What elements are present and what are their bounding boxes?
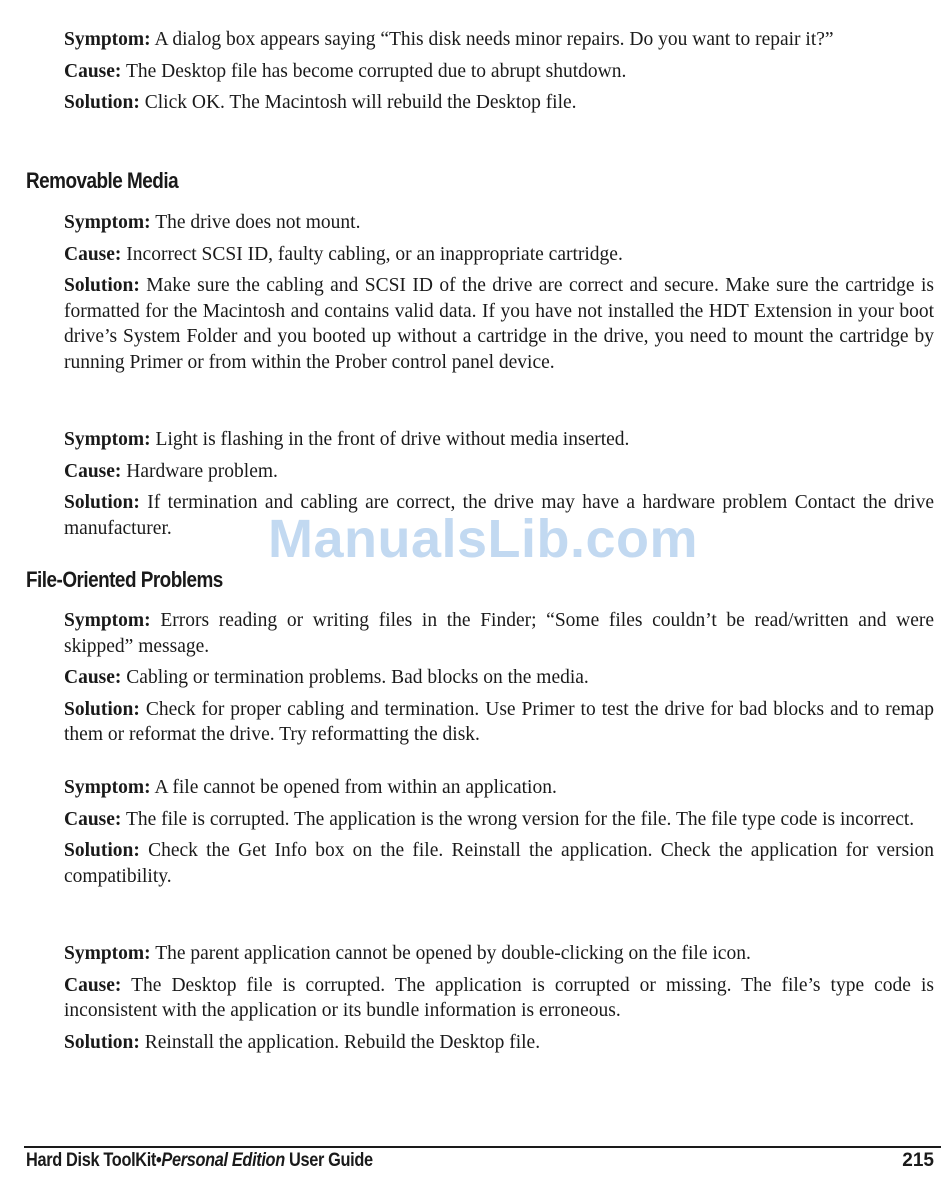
- solution-line: [64, 697, 934, 748]
- solution-text: Check the Get Info box on the file. Reinstall the application. Check the application for version compatibility.: [64, 840, 935, 887]
- symptom-line: [64, 427, 934, 453]
- symptom-label: Symptom:: [64, 610, 151, 631]
- solution-text: If termination and cabling are correct, the drive may have a hardware problem Contact the drive manufacturer.: [64, 492, 935, 539]
- solution-label: Solution:: [64, 275, 140, 296]
- solution-label: Solution:: [64, 1031, 140, 1053]
- cause-line: [64, 665, 934, 691]
- footer-title-part-1: Hard Disk ToolKit•: [26, 1150, 162, 1171]
- symptom-line: [64, 941, 934, 967]
- cause-line: [64, 807, 934, 833]
- solution-text: Make sure the cabling and SCSI ID of the drive are correct and secure. Make sure the cartridge is formatted for the Macintosh and contains valid data. If you have not installed the HDT Extension in your boot drive’s System Folder and you booted up without a cartridge in the drive, you need to mount the cartridge by running Primer or from within the Prober control panel device.: [64, 275, 934, 373]
- entry-file-cannot-open: [64, 775, 934, 889]
- solution-line: [64, 838, 934, 889]
- cause-line: [64, 242, 934, 268]
- symptom-text: A file cannot be opened from within an application.: [154, 777, 557, 798]
- cause-text: The Desktop file is corrupted. The application is corrupted or missing. The file’s type code is inconsistent with the application or its bundle information is erroneous.: [64, 974, 934, 1021]
- symptom-label: Symptom:: [64, 429, 151, 450]
- solution-label: Solution:: [64, 92, 140, 113]
- footer-divider: [24, 1146, 941, 1148]
- cause-label: Cause:: [64, 808, 122, 830]
- watermark: ManualsLib.com: [268, 509, 699, 569]
- cause-text: The file is corrupted. The application is the wrong version for the file. The file type code is incorrect.: [125, 808, 915, 830]
- solution-text: Click OK. The Macintosh will rebuild the Desktop file.: [144, 92, 577, 113]
- solution-label: Solution:: [64, 492, 140, 513]
- section-heading-file-oriented: File-Oriented Problems: [26, 567, 223, 592]
- symptom-line: [64, 210, 934, 236]
- section-heading-removable-media: Removable Media: [26, 168, 179, 193]
- symptom-text: The parent application cannot be opened by double-clicking on the file icon.: [155, 943, 751, 964]
- page-number: 215: [902, 1150, 934, 1171]
- footer-title-part-2: User Guide: [284, 1150, 373, 1171]
- solution-line: [64, 273, 934, 375]
- solution-label: Solution:: [64, 698, 140, 720]
- solution-line: [64, 1030, 934, 1056]
- cause-label: Cause:: [64, 667, 122, 688]
- symptom-text: A dialog box appears saying “This disk needs minor repairs. Do you want to repair it?”: [154, 29, 834, 50]
- symptom-text: Errors reading or writing files in the Finder; “Some files couldn’t be read/written and were skipped” message.: [64, 610, 934, 657]
- symptom-text: The drive does not mount.: [155, 212, 361, 233]
- solution-line: [64, 90, 934, 116]
- solution-text: Reinstall the application. Rebuild the Desktop file.: [144, 1031, 541, 1053]
- cause-text: Cabling or termination problems. Bad blocks on the media.: [126, 667, 589, 688]
- entry-read-write-errors: [64, 608, 934, 748]
- symptom-line: [64, 608, 934, 659]
- cause-label: Cause:: [64, 974, 122, 996]
- cause-label: Cause:: [64, 243, 122, 265]
- cause-label: Cause:: [64, 460, 122, 482]
- footer-title-edition: Personal Edition: [161, 1150, 285, 1171]
- solution-label: Solution:: [64, 840, 140, 861]
- cause-line: [64, 973, 934, 1024]
- cause-label: Cause:: [64, 60, 122, 82]
- cause-line: [64, 459, 934, 485]
- entry-parent-app-cannot-open: [64, 941, 934, 1055]
- footer-title: [26, 1150, 373, 1172]
- cause-text: Hardware problem.: [126, 460, 278, 482]
- symptom-line: [64, 775, 934, 801]
- cause-text: The Desktop file has become corrupted due to abrupt shutdown.: [125, 60, 627, 82]
- symptom-label: Symptom:: [64, 212, 151, 233]
- cause-text: Incorrect SCSI ID, faulty cabling, or an inappropriate cartridge.: [126, 243, 623, 265]
- symptom-line: [64, 27, 934, 53]
- cause-line: [64, 59, 934, 85]
- symptom-label: Symptom:: [64, 29, 151, 50]
- entry-drive-not-mount: [64, 210, 934, 375]
- page-footer: [26, 1150, 934, 1172]
- symptom-text: Light is flashing in the front of drive without media inserted.: [155, 429, 630, 450]
- symptom-label: Symptom:: [64, 777, 151, 798]
- symptom-label: Symptom:: [64, 943, 151, 964]
- entry-desktop-repair: [64, 27, 934, 116]
- solution-text: Check for proper cabling and termination. Use Primer to test the drive for bad blocks and to remap them or reformat the drive. Try reformatting the disk.: [64, 698, 934, 745]
